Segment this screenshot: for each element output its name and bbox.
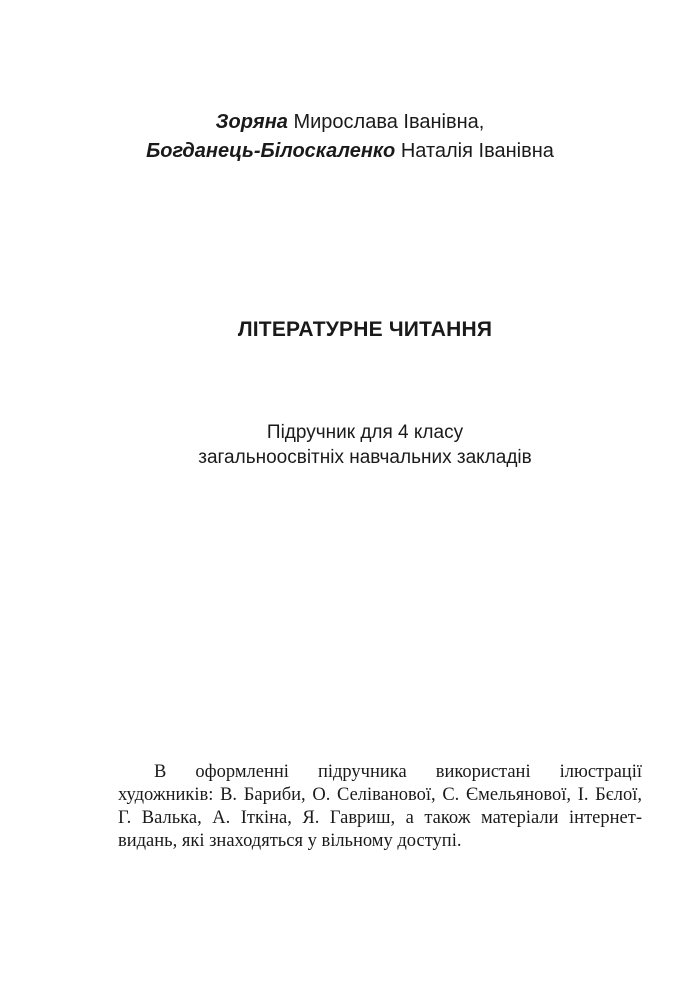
author-surname: Богданець-Білоскаленко <box>146 140 396 162</box>
author-given-names: Наталія Іванівна <box>395 140 554 162</box>
illustration-credits: В оформленні підручника використані ілюстрації художників: В. Бариби, О. Селіванової, С. Ємельянової, І. Бєлої, Г. Валька, А. Іткіна, Я. Гавриш, а також матеріали інтернет-видань, які знаходяться у вільному доступі. <box>118 761 642 851</box>
subtitle-line: загальноосвітніх навчальних закладів <box>198 447 532 468</box>
subtitle-line: Підручник для 4 класу <box>266 422 464 443</box>
authors-block <box>0 108 700 166</box>
author-surname: Зоряна <box>215 111 288 133</box>
book-title: ЛІТЕРАТУРНЕ ЧИТАННЯ <box>237 318 493 341</box>
author-line <box>0 108 700 137</box>
book-subtitle <box>0 420 700 470</box>
author-given-names: Мирослава Іванівна, <box>287 111 485 133</box>
author-line <box>0 137 700 166</box>
